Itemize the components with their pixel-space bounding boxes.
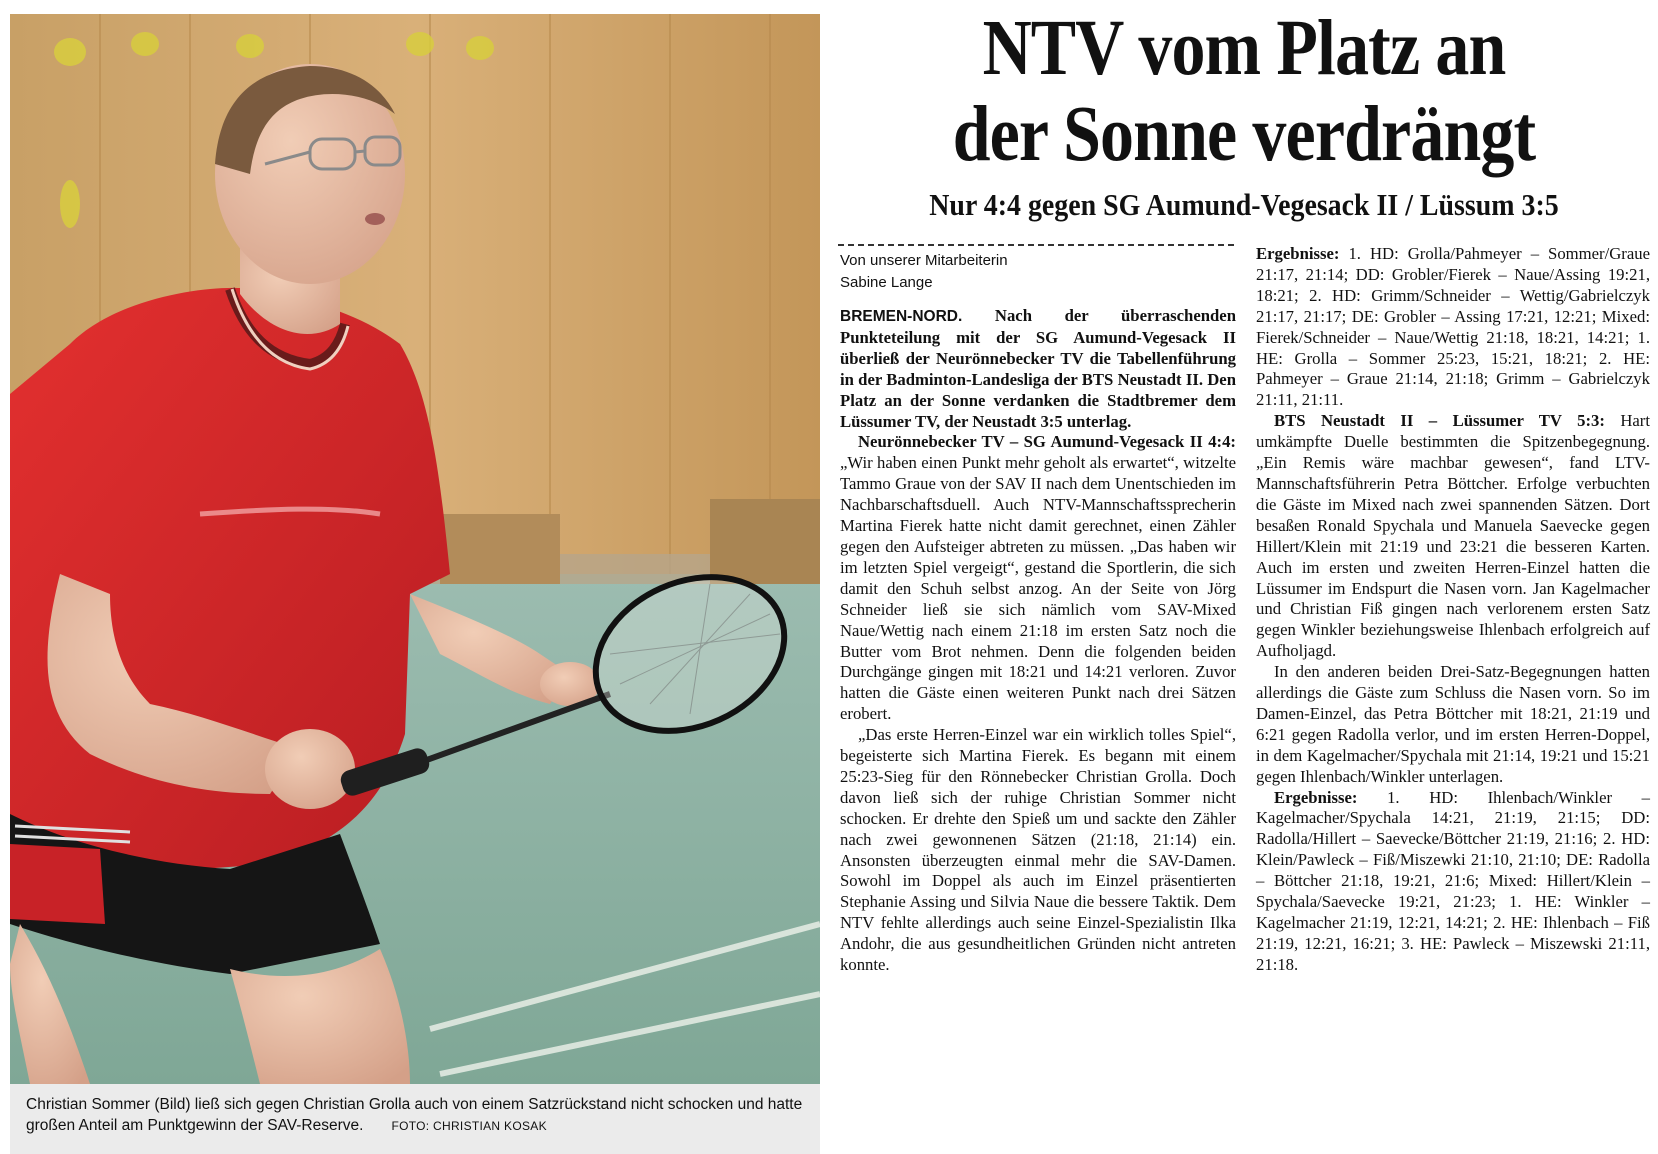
headline-line-2: der Sonne verdrängt (952, 91, 1536, 178)
paragraph-drei-satz (1256, 662, 1650, 787)
photo-caption-box (10, 1084, 820, 1154)
paragraph-bts-ltv (1256, 411, 1650, 662)
results-text: 1. HD: Grolla/Pahmeyer – Sommer/Graue 21:17, 21:14; DD: Grobler/Fierek – Naue/Assing 19:21, 18:21; 2. HD: Grimm/Schneider – Wettig/Gabrielczyk 21:17, 21:17; DE: Grobler – Assing 17:21, 12:21; Mixed: Fierek/Schneider – Naue/Wettig 21:18, 18:21, 14:21; 1. HE: Grolla – Sommer 25:23, 15:21, 18:21; 2. HE: Pahmeyer – Graue 21:14, 21:18; Grimm – Gabrielczyk 21:11, 21:11. (1256, 244, 1651, 410)
headline-line-1: NTV vom Platz an (982, 5, 1506, 92)
paragraph-herren-einzel (840, 725, 1236, 976)
article-column-1 (840, 306, 1236, 976)
subheadline: Nur 4:4 gegen SG Aumund-Vegesack II / Lüssum 3:5 (929, 187, 1559, 222)
article-column-2 (1256, 244, 1650, 976)
headline (893, 6, 1595, 178)
results-text: 1. HD: Ihlenbach/Winkler – Kagelmacher/Spychala 14:21, 21:19, 21:15; DD: Radolla/Hillert – Saevecke/Böttcher 21:19, 21:16; 2. HD: Klein/Pawleck – Fiß/Miszewki 21:10, 21:10; DE: Radolla – Böttcher 21:18, 19:21, 21:6; Mixed: Hillert/Klein – Spychala/Saevecke 19:21, 21:23; 1. HE: Winkler – Kagelmacher 21:19, 12:21, 14:21; 2. HE: Ihlenbach – Fiß 21:19, 12:21, 16:21; 3. HE: Pawleck – Miszewski 21:11, 21:18. (1256, 787, 1651, 974)
results-ntv-sav (1256, 244, 1650, 411)
lead-paragraph (840, 306, 1236, 432)
lead-text: Nach der überraschenden Punkteteilung mit der SG Aumund-Vegesack II überließ der Neurönnebecker TV die Tabellenführung in der Badminton-Landesliga der BTS Neustadt II. Den Platz an der Sonne verdanken die Stadtbremer dem Lüssumer TV, der Neustadt 3:5 unterlag. (840, 306, 1236, 431)
byline-divider (838, 244, 1234, 246)
badminton-photo (10, 14, 820, 1134)
paragraph-text: Hart umkämpfte Duelle bestimmten die Spitzenbegegnung. „Ein Remis wäre machbar gewesen“, fand LTV-Mannschaftsführerin Petra Böttcher. Erfolge verbuchten die Gäste im Mixed nach zwei spannenden Sätzen. Dort besaßen Ronald Spychala und Manuela Saevecke gegen Hillert/Klein mit 21:19 und 23:21 die besseren Karten. Auch im ersten und zweiten Herren-Einzel hatten die Lüssumer im Endspurt die Nasen vorn. Jan Kagelmacher und Christian Fiß gingen nach verlorenem ersten Satz gegen Winkler beziehungsweise Ihlenbach erfolgreich auf Aufholjagd. (1256, 411, 1650, 661)
match-heading-bts-ltv: BTS Neustadt II – Lüssumer TV 5:3: (1274, 411, 1605, 431)
photo-credit: FOTO: CHRISTIAN KOSAK (391, 1119, 547, 1133)
byline (840, 250, 1240, 294)
results-heading: Ergebnisse: (1256, 244, 1340, 263)
paragraph-ntv-sav (840, 432, 1236, 725)
photo-caption (26, 1094, 816, 1137)
match-heading-ntv-sav: Neurönnebecker TV – SG Aumund-Vegesack II 4:4: (858, 432, 1236, 452)
caption-text: Christian Sommer (Bild) ließ sich gegen Christian Grolla auch von einem Satzrückstand nicht schocken und hatte großen Anteil am Punktgewinn der SAV-Reserve. (26, 1096, 803, 1134)
paragraph-text: „Wir haben einen Punkt mehr geholt als erwartet“, witzelte Tammo Graue von der SAV II nach dem Unentschieden im Nachbarschaftsduell. Auch NTV-Mannschaftssprecherin Martina Fierek hatte nicht damit gerechnet, einen Zähler gegen den Aufsteiger abtreten zu müssen. „Das haben wir im letzten Spiel vergeigt“, gestand die Sportlerin, die sich damit den Schuh selbst anzog. An der Seite von Jörg Schneider ließ sie sich nämlich vom SAV-Mixed Naue/Wettig nach einem 21:18 im ersten Satz noch die Butter vom Brot nehmen. Denn die folgenden beiden Durchgänge gingen mit 18:21 und 14:21 verloren. Zuvor hatten die Gäste einen weiteren Punkt nach drei Sätzen erobert. (840, 453, 1236, 724)
results-bts-ltv (1256, 788, 1650, 976)
paragraph-text: „Das erste Herren-Einzel war ein wirklich tolles Spiel“, begeisterte sich Martina Fierek. Es begann mit einem 25:23-Sieg für den Rönnebecker Christian Grolla. Doch davon ließ sich der ruhige Christian Sommer nicht schocken. Er drehte den Spieß um und sackte den Zähler nach zwei gewonnenen Sätzen (21:18, 21:14) ein. Ansonsten überzeugten einmal mehr die SAV-Damen. Sowohl im Doppel als auch im Einzel präsentierten Stephanie Assing und Silvia Naue die bessere Taktik. Dem NTV fehlte allerdings auch seine Einzel-Spezialistin Ilka Andohr, die aus gesundheitlichen Gründen nicht antreten konnte. (840, 725, 1236, 975)
paragraph-text: In den anderen beiden Drei-Satz-Begegnungen hatten allerdings die Gäste zum Schluss die Nasen vorn. So im Damen-Einzel, das Petra Böttcher mit 18:21, 21:19 und 6:21 gegen Radolla verlor, und im ersten Herren-Doppel, in dem Kagelmacher/Spychala mit 21:14, 19:21 und 15:21 gegen Ihlenbach/Winkler unterlagen. (1256, 662, 1650, 786)
dateline: BREMEN-NORD. (840, 308, 963, 325)
player-illustration (10, 14, 820, 1084)
byline-role: Von unserer Mitarbeiterin (840, 252, 1008, 269)
results-heading: Ergebnisse: (1274, 787, 1358, 807)
byline-author: Sabine Lange (840, 274, 933, 291)
